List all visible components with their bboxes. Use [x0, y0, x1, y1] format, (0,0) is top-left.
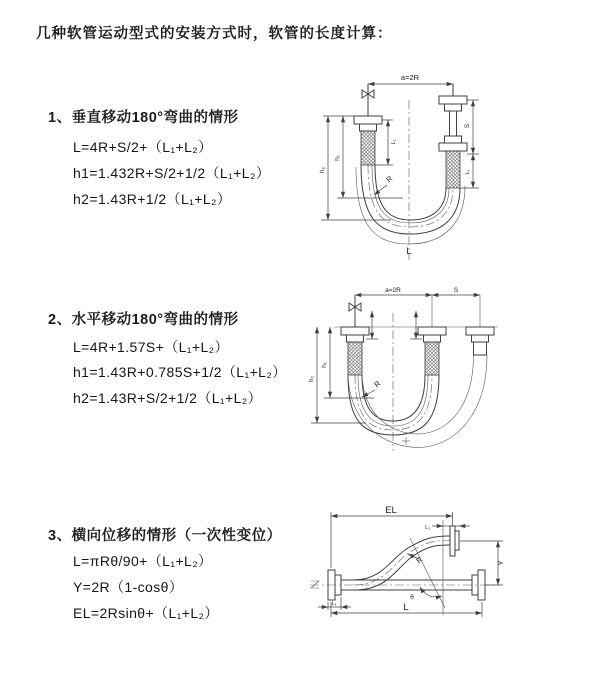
section-2-formula-h2: h2=1.43R+S/2+1/2（L₁+L₂）: [73, 390, 263, 406]
dim-label-l1-right: L₁: [465, 169, 471, 175]
hose-braid-hatch: [425, 342, 439, 375]
dim-label-r: R: [414, 554, 425, 566]
dim-label-h1: h₁: [334, 155, 341, 161]
dim-label-a2r: a=2R: [385, 287, 401, 294]
dim-label-l1-left: L₁: [391, 139, 397, 145]
section-1-formula-h2: h2=1.43R+1/2（L₁+L₂）: [73, 191, 232, 207]
dim-label-theta: θ: [410, 594, 414, 601]
diagram-3-drawing: [310, 505, 505, 617]
flange: [418, 327, 446, 335]
dim-label-y: Y: [496, 560, 505, 566]
section-1-formula-L: L=4R+S/2+（L₁+L₂）: [73, 139, 213, 155]
flange: [354, 116, 382, 124]
dim-label-l: L: [403, 602, 409, 613]
section-3-formula-L: L=πRθ/90+（L₁+L₂）: [73, 553, 213, 569]
diagram-vertical-180-bend: [303, 68, 538, 268]
hose-braid-hatch: [348, 342, 362, 375]
page-title: 几种软管运动型式的安装方式时，软管的长度计算：: [36, 26, 393, 42]
diagram-lateral-displacement: [298, 498, 593, 653]
dim-label-r: R: [384, 173, 395, 185]
diagram-horizontal-180-bend: [306, 283, 551, 463]
dim-label-a2r: a=2R: [400, 73, 420, 82]
dim-label-h1: h₁: [321, 362, 328, 368]
flange: [439, 96, 467, 104]
flange: [439, 143, 467, 151]
section-2-formula-L: L=4R+1.57S+（L₁+L₂）: [73, 339, 229, 355]
hose-braid-hatch: [361, 131, 375, 165]
flange: [450, 526, 455, 556]
dim-label-s: S: [464, 123, 471, 129]
section-3-heading: 3、横向位移的情形（一次性变位）: [48, 528, 282, 544]
flange: [466, 327, 494, 335]
section-1-formula-h1: h1=1.432R+S/2+1/2（L₁+L₂）: [73, 165, 271, 181]
section-3-formula-EL: EL=2Rsinθ+（L₁+L₂）: [73, 605, 219, 621]
dim-label-h2: h₂: [308, 375, 315, 383]
axis-break-mark: [311, 581, 319, 588]
hose-braid-hatch: [446, 151, 460, 188]
section-3-formula-Y: Y=2R（1-cosθ）: [73, 579, 184, 595]
dim-label-l1-left: L₁: [331, 601, 337, 607]
section-2-heading: 2、水平移动180°弯曲的情形: [48, 312, 239, 328]
section-1-heading: 1、垂直移动180°弯曲的情形: [48, 110, 239, 126]
section-2-formula-h1: h1=1.43R+0.785S+1/2（L₁+L₂）: [73, 364, 287, 380]
dim-label-r: R: [372, 378, 383, 390]
dim-label-h2: h₂: [319, 166, 326, 174]
dim-label-el: EL: [385, 505, 397, 516]
flange: [341, 327, 369, 335]
dim-label-l1-top: L₁: [425, 525, 430, 531]
diagram-1-drawing: [319, 73, 479, 260]
dim-label-L: L: [406, 246, 412, 257]
diagram-2-drawing: [308, 287, 498, 451]
dim-label-s: S: [453, 287, 459, 294]
